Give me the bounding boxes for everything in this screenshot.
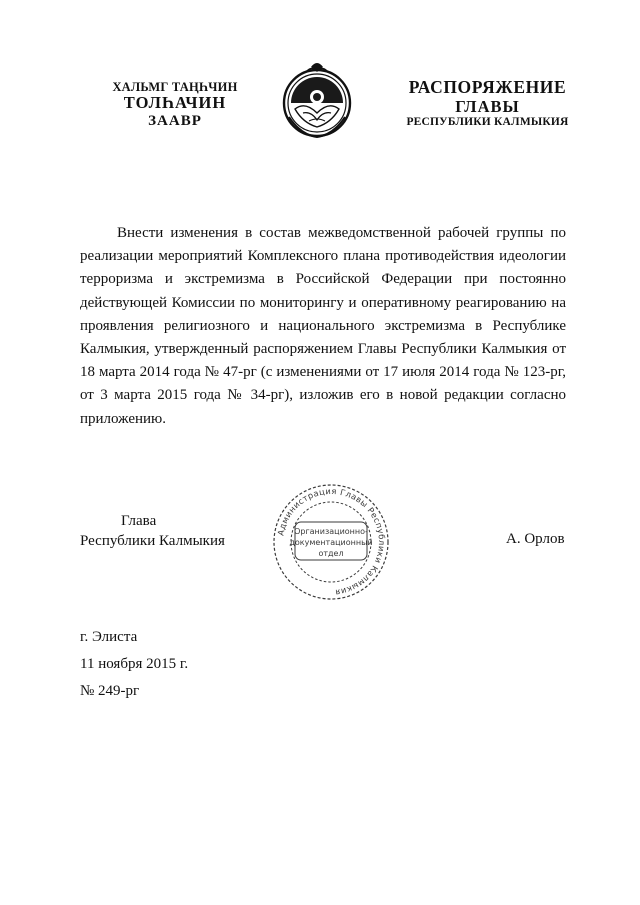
header-left-line1: ХАЛЬМГ ТАҢҺЧИН — [112, 80, 238, 94]
document-type-title: РАСПОРЯЖЕНИЕ — [408, 77, 567, 97]
signatory-title-line2: Республики Калмыкия — [80, 533, 225, 549]
signatory-title-line1: Глава — [121, 513, 157, 529]
stamp-inner-line1: Организационно- — [294, 527, 368, 536]
header-right-line2: ГЛАВЫ — [455, 96, 520, 116]
header-left-line2: ТОЛҺАЧИН — [123, 93, 227, 113]
header-right-line3: РЕСПУБЛИКИ КАЛМЫКИЯ — [406, 116, 569, 129]
stamp-outer-text: Администрация Главы Республики Калмыкия — [275, 485, 388, 598]
header-left-line3: ЗААВР — [148, 113, 202, 130]
issue-date: 11 ноября 2015 г. — [80, 656, 189, 672]
header-left-kalmyk — [100, 80, 250, 131]
document-body — [80, 222, 566, 431]
issue-city: г. Элиста — [80, 629, 138, 645]
document-number: № 249-рг — [80, 683, 140, 699]
header-right-russian — [400, 78, 575, 129]
republic-coat-of-arms-icon — [281, 57, 353, 141]
signatory-name: А. Орлов — [506, 531, 565, 547]
signatory-title — [80, 511, 225, 551]
official-stamp — [271, 482, 391, 602]
body-paragraph: Внести изменения в состав межведомственной рабочей группы по реализации мероприятий Комплексного плана противодействия идеологии терроризма и экстремизма в Российской Федерации при постоянно действующей Комиссии по мониторингу и оперативному реагированию на проявления религиозного и национального экстремизма в Республике Калмыкия, утвержденный распоряжением Главы Республики Калмыкия от 18 марта 2014 года № 47-рг (с изменениями от 17 июля 2014 года № 123-рг, от 3 марта 2015 года № 34-рг), изложив его в новой редакции согласно приложению. — [80, 225, 566, 427]
stamp-inner-line2: документационный — [289, 538, 373, 547]
stamp-inner-line3: отдел — [318, 549, 344, 558]
document-footer — [80, 624, 188, 705]
